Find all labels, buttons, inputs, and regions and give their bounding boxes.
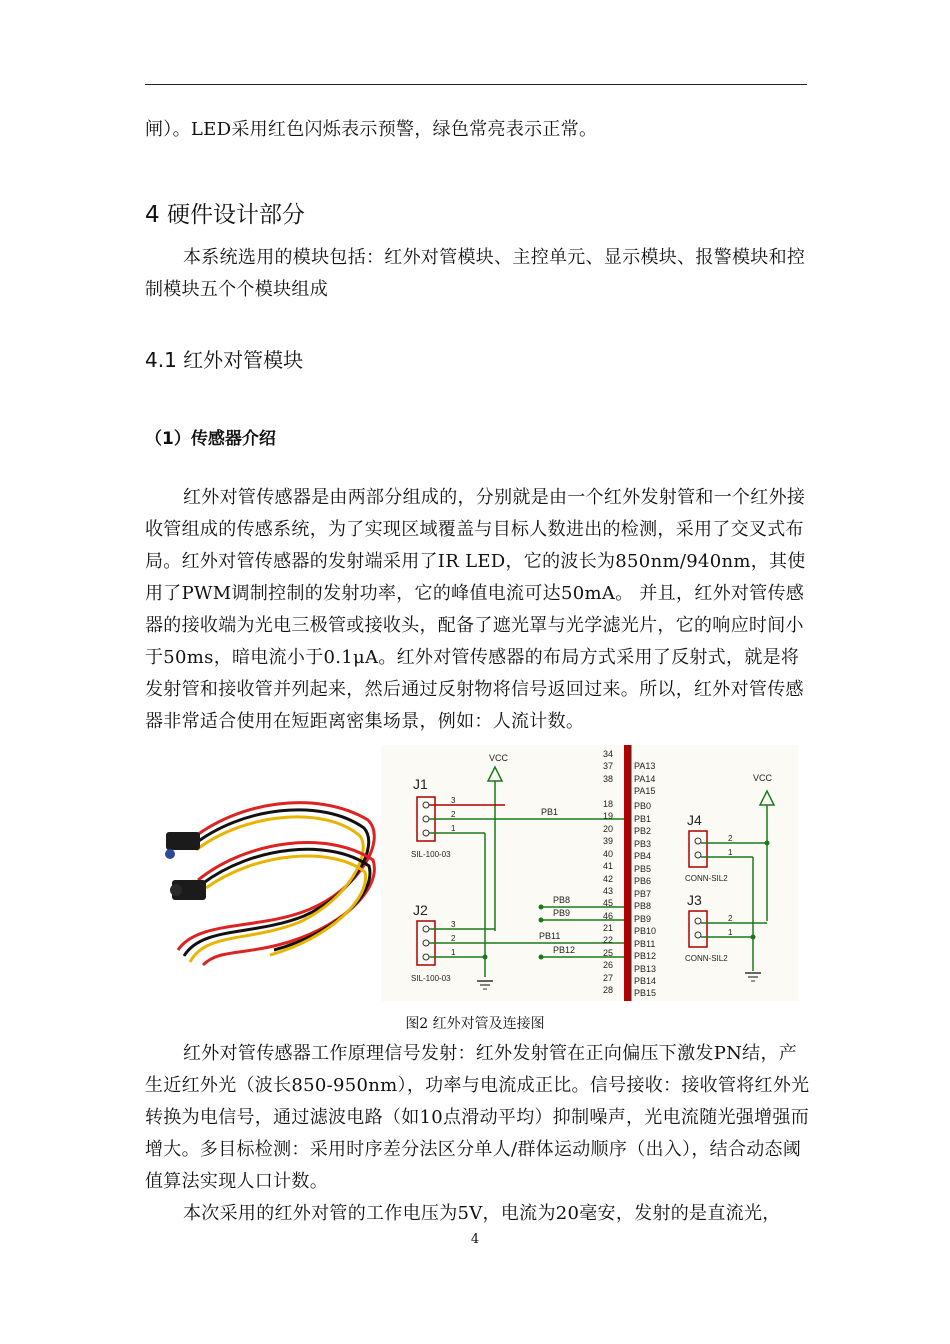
pin-name: PB12 [634, 951, 657, 961]
j1-pin2: 2 [451, 810, 456, 819]
j3-label: J3 [687, 892, 702, 908]
pin-name: PB11 [634, 939, 656, 949]
paragraph-principle: 红外对管传感器工作原理信号发射：红外发射管在正向偏压下激发PN结，产生近红外光（波长850-950nm），功率与电流成正比。信号接收：接收管将红外光转换为电信号，通过滤波电路（如10点滑动平均）抑制噪声，光电流随光强增强而增大。多目标检测：采用时序差分法区分单人/群体运动顺序（出入），结合动态阈值算法实现人口计数。 [145, 1043, 810, 1192]
vcc-right-label: VCC [753, 773, 773, 783]
paragraph-modules: 本系统选用的模块包括：红外对管模块、主控单元、显示模块、报警模块和控制模块五个个模块组成 [145, 247, 806, 300]
pin-name: PB7 [634, 889, 652, 899]
paragraph-intro: 闸）。LED采用红色闪烁表示预警，绿色常亮表示正常。 [145, 119, 598, 140]
pin-num: 38 [603, 774, 614, 784]
pin-num: 22 [603, 935, 614, 945]
pin-name: PB9 [634, 914, 652, 924]
pin-num: 26 [603, 960, 614, 970]
paragraph-sensor-intro: 红外对管传感器是由两部分组成的，分别就是由一个红外发射管和一个红外接收管组成的传感系统，为了实现区域覆盖与目标人数进出的检测，采用了交叉式布局。红外对管传感器的发射端采用了IR LED，它的波长为850nm/940nm，其使用了PWM调制控制的发射功率，它的峰值电流可达50mA。 并且，红外对管传感器的接收端为光电三极管或接收头，配备了遮光罩与光学滤光片，它的响应时间小于50ms，暗电流小于0.1μA。红外对管传感器的布局方式采用了反射式，就是将发射管和接收管并列起来，然后通过反射物将信号返回过来。所以，红外对管传感器非常适合使用在短距离密集场景，例如：人流计数。 [145, 487, 806, 732]
net-pb8: PB8 [553, 895, 571, 905]
pin-name: PB14 [634, 976, 657, 986]
pin-num: 34 [603, 749, 614, 759]
j3-pin1: 1 [728, 928, 733, 937]
pin-num: 37 [603, 761, 614, 771]
pin-name: PB15 [634, 988, 657, 998]
j1-pin3: 3 [451, 796, 456, 805]
subsection-heading: 4.1 红外对管模块 [145, 348, 304, 372]
pin-name: PB6 [634, 876, 652, 886]
pin-name: PA15 [634, 786, 656, 796]
pin-name: PB5 [634, 864, 652, 874]
pin-num: 43 [603, 886, 614, 896]
pin-num: 41 [603, 861, 614, 871]
j2-pin3: 3 [451, 920, 456, 929]
j1-pin1: 1 [451, 824, 456, 833]
pin-num: 25 [603, 948, 614, 958]
pin-num: 27 [603, 973, 614, 983]
j3-part: CONN-SIL2 [685, 954, 728, 963]
page-number: 4 [470, 1232, 480, 1247]
pin-name: PA13 [634, 761, 656, 771]
ir-sensor-photo [158, 780, 380, 970]
j2-label: J2 [413, 902, 428, 918]
pin-num: 18 [603, 799, 614, 809]
connection-schematic [381, 745, 798, 1001]
pin-name: PB2 [634, 826, 652, 836]
pin-name: PB4 [634, 851, 652, 861]
pin-num: 42 [603, 874, 614, 884]
pin-num: 40 [603, 849, 614, 859]
section-heading: 4 硬件设计部分 [145, 202, 305, 228]
j2-part: SIL-100-03 [411, 974, 451, 983]
j2-pin2: 2 [451, 934, 456, 943]
pin-name: PB3 [634, 839, 652, 849]
net-pb12: PB12 [553, 945, 576, 955]
net-pb1: PB1 [541, 807, 559, 817]
net-pb11: PB11 [539, 931, 561, 941]
pin-name: PB1 [634, 814, 652, 824]
j1-part: SIL-100-03 [411, 850, 451, 859]
pin-name: PB0 [634, 801, 652, 811]
net-pb9: PB9 [553, 908, 571, 918]
pin-num: 21 [603, 923, 614, 933]
pin-num: 28 [603, 985, 614, 995]
j1-label: J1 [413, 776, 428, 792]
sub-subsection-heading: （1）传感器介绍 [145, 429, 276, 449]
paragraph-spec: 本次采用的红外对管的工作电压为5V，电流为20毫安，发射的是直流光， [183, 1203, 781, 1224]
pin-name: PB13 [634, 964, 657, 974]
pin-num: 46 [603, 911, 614, 921]
j4-label: J4 [687, 812, 702, 828]
j3-pin2: 2 [728, 914, 733, 923]
j4-pin1: 1 [728, 848, 733, 857]
pin-num: 45 [603, 898, 614, 908]
header-rule [145, 84, 807, 85]
pin-num: 19 [603, 811, 614, 821]
j2-pin1: 1 [451, 948, 456, 957]
j4-pin2: 2 [728, 834, 733, 843]
pin-num: 20 [603, 824, 614, 834]
vcc-left-label: VCC [489, 753, 509, 763]
pin-name: PB10 [634, 926, 657, 936]
figure-caption: 图2 红外对管及连接图 [405, 1016, 545, 1032]
j4-part: CONN-SIL2 [685, 874, 728, 883]
pin-name: PA14 [634, 774, 656, 784]
pin-num: 39 [603, 836, 614, 846]
pin-name: PB8 [634, 901, 652, 911]
